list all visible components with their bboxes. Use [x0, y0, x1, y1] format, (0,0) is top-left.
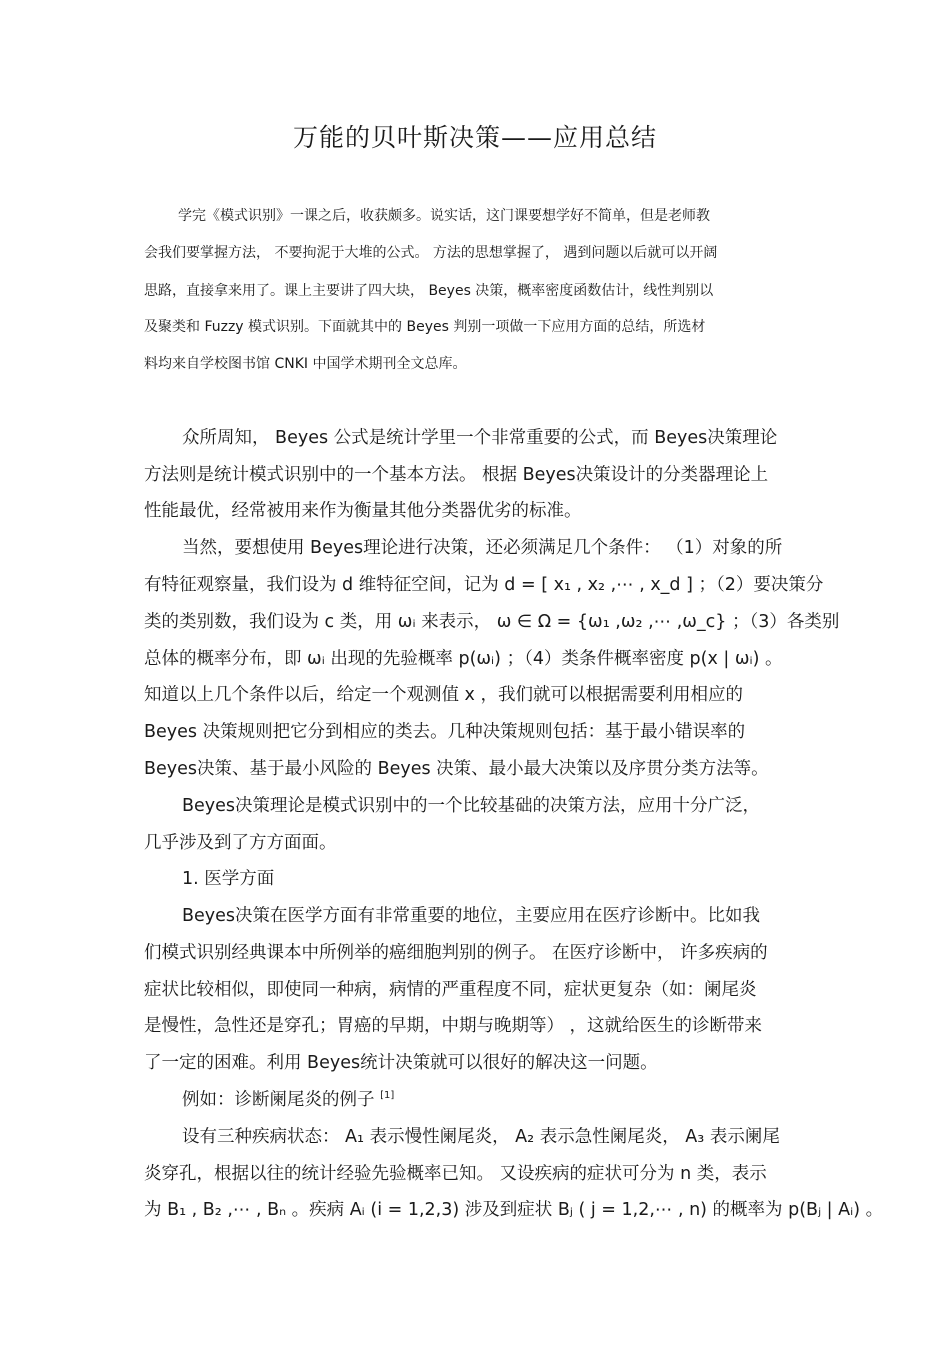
intro-line: 料均来自学校图书馆 CNKI 中国学术期刊全文总库。 — [144, 356, 467, 372]
body-line: 炎穿孔，根据以往的统计经验先验概率已知。 又设疾病的症状可分为 n 类，表示 — [144, 1164, 767, 1184]
intro-line: 学完《模式识别》一课之后，收获颇多。说实话，这门课要想学好不简单，但是老师教 — [178, 208, 710, 224]
body-line: 设有三种疾病状态： A₁ 表示慢性阑尾炎， A₂ 表示急性阑尾炎， A₃ 表示阑尾 — [182, 1127, 780, 1147]
body-line: 是慢性，急性还是穿孔；胃癌的早期，中期与晚期等） ，这就给医生的诊断带来 — [144, 1016, 763, 1036]
body-line: 总体的概率分布，即 ωᵢ 出现的先验概率 p(ωᵢ) ；（4）类条件概率密度 p(x | ωᵢ) 。 — [144, 649, 783, 669]
body-line: Beyes决策、基于最小风险的 Beyes 决策、最小最大决策以及序贯分类方法等。 — [144, 759, 769, 779]
page-title: 万能的贝叶斯决策——应用总结 — [292, 123, 657, 152]
section-heading: 1. 医学方面 — [182, 869, 275, 889]
body-line: 众所周知， Beyes 公式是统计学里一个非常重要的公式，而 Beyes决策理论 — [182, 428, 778, 448]
body-line: 知道以上几个条件以后，给定一个观测值 x ，我们就可以根据需要利用相应的 — [144, 685, 743, 705]
example-line — [182, 1086, 394, 1111]
intro-line: 思路，直接拿来用了。课上主要讲了四大块， Beyes 决策，概率密度函数估计，线性判别以 — [144, 283, 714, 299]
body-line: Beyes决策理论是模式识别中的一个比较基础的决策方法，应用十分广泛， — [182, 796, 761, 816]
body-line: 当然，要想使用 Beyes理论进行决策，还必须满足几个条件： （1）对象的所 — [182, 538, 783, 558]
body-line: 方法则是统计模式识别中的一个基本方法。 根据 Beyes决策设计的分类器理论上 — [144, 465, 769, 485]
body-line: 为 B₁ , B₂ ,⋯ , Bₙ 。疾病 Aᵢ (i = 1,2,3) 涉及到症状 Bⱼ ( j = 1,2,⋯ , n) 的概率为 p(Bⱼ | Aᵢ) 。 — [144, 1200, 884, 1220]
example-text: 例如：诊断阑尾炎的例子 — [182, 1090, 375, 1110]
body-line: 症状比较相似，即使同一种病，病情的严重程度不同，症状更复杂（如：阑尾炎 — [144, 980, 757, 1000]
body-line: 们模式识别经典课本中所例举的癌细胞判别的例子。 在医疗诊断中， 许多疾病的 — [144, 943, 768, 963]
intro-line: 及聚类和 Fuzzy 模式识别。下面就其中的 Beyes 判别一项做一下应用方面的总结，所选材 — [144, 319, 706, 335]
intro-line: 会我们要掌握方法， 不要拘泥于大堆的公式。 方法的思想掌握了， 遇到问题以后就可以开阔 — [144, 245, 718, 261]
body-line: 类的类别数，我们设为 c 类，用 ωᵢ 来表示， ω ∈ Ω = {ω₁ ,ω₂ ,⋯ ,ω_c} ；（3）各类别 — [144, 612, 840, 632]
body-line: 几乎涉及到了方方面面。 — [144, 833, 337, 853]
body-line: Beyes决策在医学方面有非常重要的地位，主要应用在医疗诊断中。比如我 — [182, 906, 761, 926]
body-line: 了一定的困难。利用 Beyes统计决策就可以很好的解决这一问题。 — [144, 1053, 658, 1073]
citation-mark: [1] — [380, 1090, 395, 1102]
body-line: 性能最优，经常被用来作为衡量其他分类器优劣的标准。 — [144, 501, 582, 521]
body-line: 有特征观察量，我们设为 d 维特征空间，记为 d = [ x₁ , x₂ ,⋯ , x_d ] ；（2）要决策分 — [144, 575, 824, 595]
body-line: Beyes 决策规则把它分到相应的类去。几种决策规则包括：基于最小错误率的 — [144, 722, 746, 742]
